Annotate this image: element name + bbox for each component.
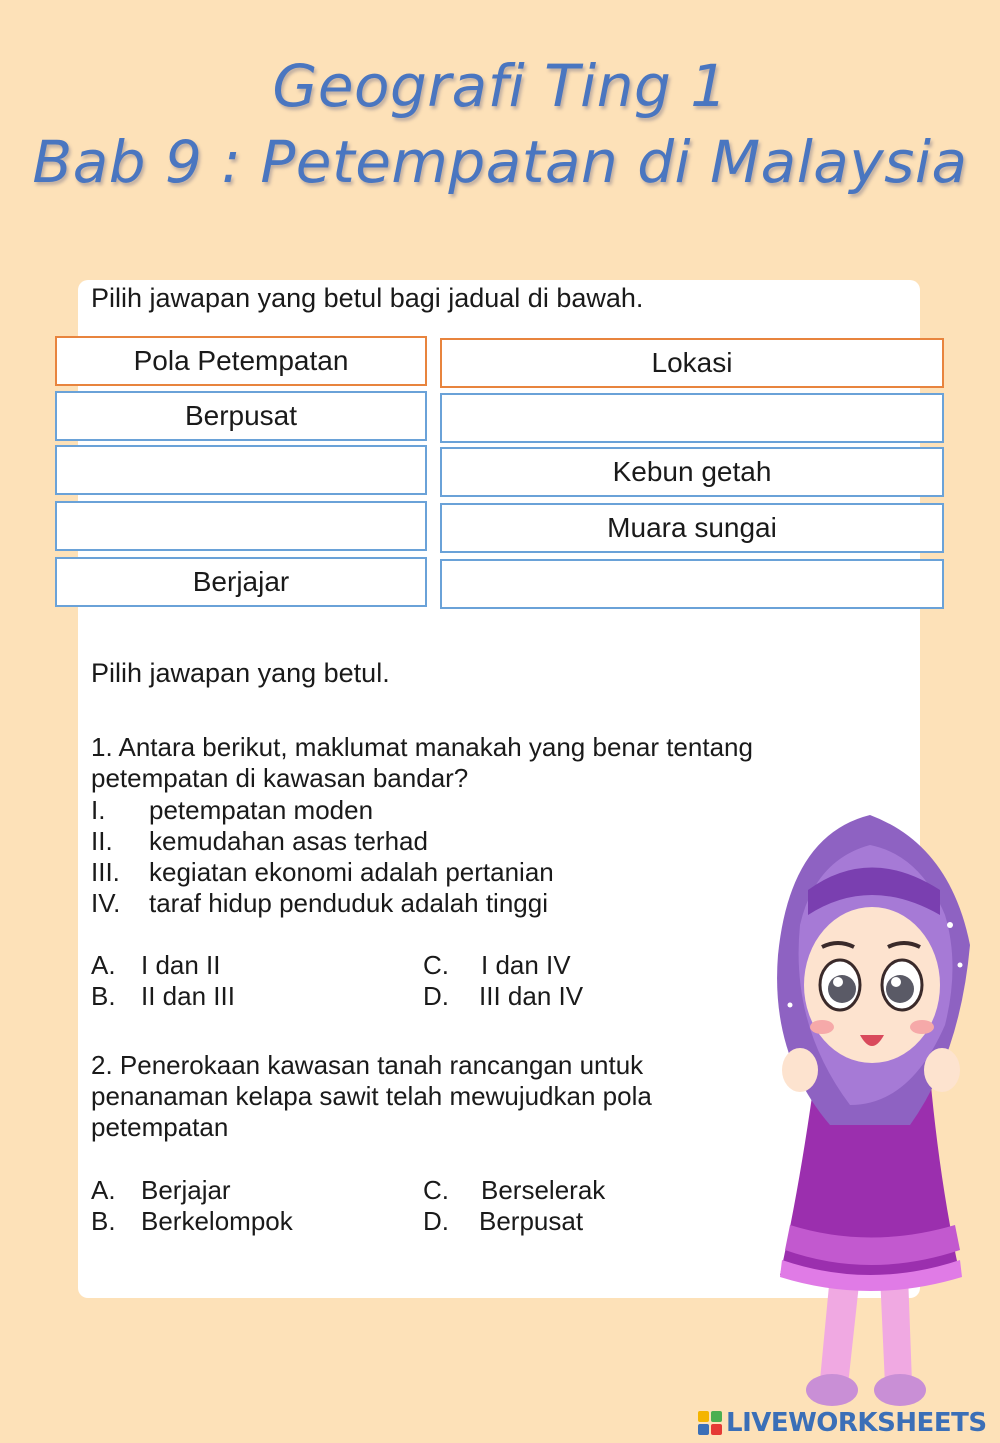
- q1-option-letter: B.: [91, 981, 116, 1011]
- q2-option-letter: B.: [91, 1206, 116, 1236]
- table-cell-kebun-getah: Kebun getah: [440, 447, 944, 497]
- brand-text: LIVEWORKSHEETS: [726, 1408, 987, 1438]
- page-title-line-2: Bab 9 : Petempatan di Malaysia: [32, 128, 968, 196]
- q1-text-line-2: petempatan di kawasan bandar?: [91, 763, 469, 793]
- table-cell-berpusat: Berpusat: [55, 391, 427, 441]
- q1-option-b[interactable]: II dan III: [141, 981, 235, 1011]
- q2-option-a[interactable]: Berjajar: [141, 1175, 231, 1205]
- q2-option-c[interactable]: Berselerak: [481, 1175, 606, 1205]
- q1-statement-text: petempatan moden: [149, 795, 374, 825]
- q1-option-letter: C.: [423, 950, 449, 980]
- liveworksheets-brand[interactable]: [698, 1407, 987, 1439]
- table-cell-muara-sungai: Muara sungai: [440, 503, 944, 553]
- q2-option-d[interactable]: Berpusat: [479, 1206, 584, 1236]
- q1-option-a[interactable]: I dan II: [141, 950, 221, 980]
- table-header-pola: Pola Petempatan: [55, 336, 427, 386]
- hijab-girl-illustration: [760, 805, 1000, 1415]
- mcq-instruction: Pilih jawapan yang betul.: [91, 658, 390, 688]
- table-header-lokasi: Lokasi: [440, 338, 944, 388]
- q1-statement-num: III.: [91, 857, 120, 887]
- q1-statement-num: IV.: [91, 888, 121, 918]
- page-title-line-1: Geografi Ting 1: [272, 52, 728, 120]
- q1-option-c[interactable]: I dan IV: [481, 950, 571, 980]
- q1-option-d[interactable]: III dan IV: [479, 981, 584, 1011]
- q2-option-letter: C.: [423, 1175, 449, 1205]
- q2-option-b[interactable]: Berkelompok: [141, 1206, 293, 1236]
- answer-dropzone-1[interactable]: [440, 393, 944, 443]
- q1-statement-text: kemudahan asas terhad: [149, 826, 428, 856]
- q1-statement-num: II.: [91, 826, 113, 856]
- q1-statement-num: I.: [91, 795, 106, 825]
- q1-statement-text: kegiatan ekonomi adalah pertanian: [149, 857, 554, 887]
- answer-dropzone-4[interactable]: [440, 559, 944, 609]
- table-instruction: Pilih jawapan yang betul bagi jadual di bawah.: [91, 283, 644, 313]
- q2-text-line-2: penanaman kelapa sawit telah mewujudkan pola: [91, 1081, 652, 1111]
- q1-statement-text: taraf hidup penduduk adalah tinggi: [149, 888, 548, 918]
- q2-text-line-3: petempatan: [91, 1112, 229, 1142]
- q1-text-line-1: 1. Antara berikut, maklumat manakah yang benar tentang: [91, 732, 753, 762]
- q2-option-letter: A.: [91, 1175, 116, 1205]
- q1-option-letter: D.: [423, 981, 449, 1011]
- table-cell-berjajar: Berjajar: [55, 557, 427, 607]
- q2-option-letter: D.: [423, 1206, 449, 1236]
- answer-dropzone-3[interactable]: [55, 501, 427, 551]
- liveworksheets-logo-icon: [698, 1411, 722, 1435]
- q1-option-letter: A.: [91, 950, 116, 980]
- q2-text-line-1: 2. Penerokaan kawasan tanah rancangan untuk: [91, 1050, 644, 1080]
- answer-dropzone-2[interactable]: [55, 445, 427, 495]
